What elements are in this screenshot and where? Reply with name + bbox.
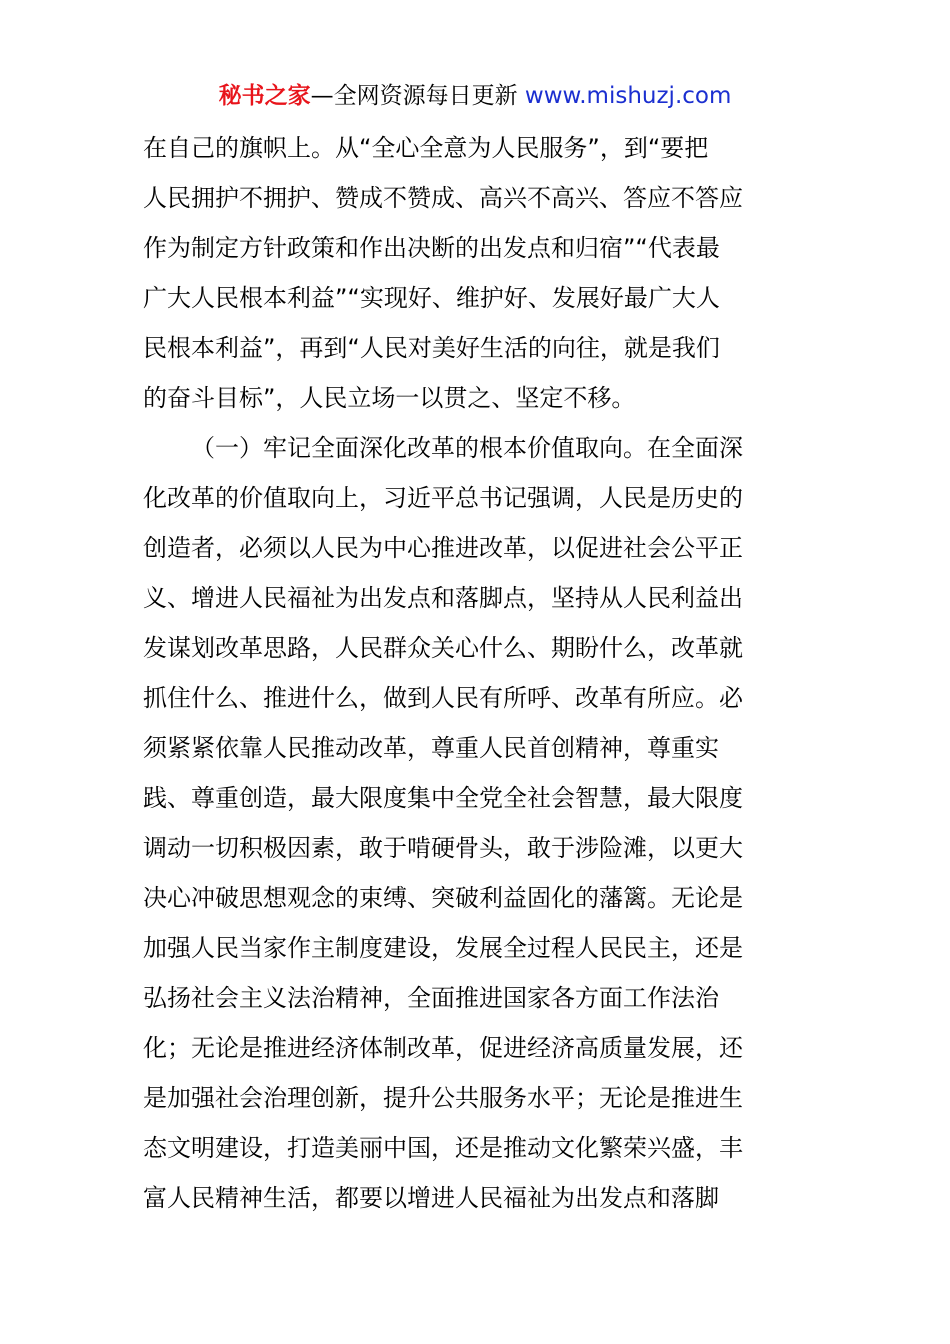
text-line: 须紧紧依靠人民推动改革，尊重人民首创精神，尊重实 xyxy=(143,734,719,762)
text-line: 人民拥护不拥护、赞成不赞成、高兴不高兴、答应不答应 xyxy=(143,184,743,212)
brand-name: 秘书之家 xyxy=(218,83,311,109)
text-line: 在自己的旗帜上。从“全心全意为人民服务”，到“要把 xyxy=(143,134,709,162)
text-line: 化改革的价值取向上，习近平总书记强调，人民是历史的 xyxy=(143,484,743,512)
section-heading-line: （一）牢记全面深化改革的根本价值取向。在全面深 xyxy=(191,434,743,462)
text-line: 弘扬社会主义法治精神，全面推进国家各方面工作法治 xyxy=(143,984,719,1012)
text-line: 广大人民根本利益”“实现好、维护好、发展好最广大人 xyxy=(143,284,720,312)
text-line: 加强人民当家作主制度建设，发展全过程人民民主，还是 xyxy=(143,934,743,962)
site-header xyxy=(0,80,950,112)
text-line: 是加强社会治理创新，提升公共服务水平；无论是推进生 xyxy=(143,1084,743,1112)
text-line: 的奋斗目标”，人民立场一以贯之、坚定不移。 xyxy=(143,384,636,412)
text-line: 义、增进人民福祉为出发点和落脚点，坚持从人民利益出 xyxy=(143,584,743,612)
text-line: 态文明建设，打造美丽中国，还是推动文化繁荣兴盛，丰 xyxy=(143,1134,743,1162)
text-line: 化；无论是推进经济体制改革，促进经济高质量发展，还 xyxy=(143,1034,743,1062)
text-line: 创造者，必须以人民为中心推进改革，以促进社会公平正 xyxy=(143,534,743,562)
text-line: 调动一切积极因素，敢于啃硬骨头，敢于涉险滩，以更大 xyxy=(143,834,743,862)
text-line: 民根本利益”，再到“人民对美好生活的向往，就是我们 xyxy=(143,334,720,362)
site-url-link[interactable]: www.mishuzj.com xyxy=(524,83,732,109)
text-line: 发谋划改革思路，人民群众关心什么、期盼什么，改革就 xyxy=(143,634,743,662)
document-body xyxy=(143,123,808,1223)
text-line: 作为制定方针政策和作出决断的出发点和归宿”“代表最 xyxy=(143,234,720,262)
text-line: 抓住什么、推进什么，做到人民有所呼、改革有所应。必 xyxy=(143,684,743,712)
text-line: 决心冲破思想观念的束缚、突破利益固化的藩篱。无论是 xyxy=(143,884,743,912)
header-tagline: —全网资源每日更新 xyxy=(310,83,525,109)
text-line: 践、尊重创造，最大限度集中全党全社会智慧，最大限度 xyxy=(143,784,743,812)
text-line: 富人民精神生活，都要以增进人民福祉为出发点和落脚 xyxy=(143,1184,719,1212)
